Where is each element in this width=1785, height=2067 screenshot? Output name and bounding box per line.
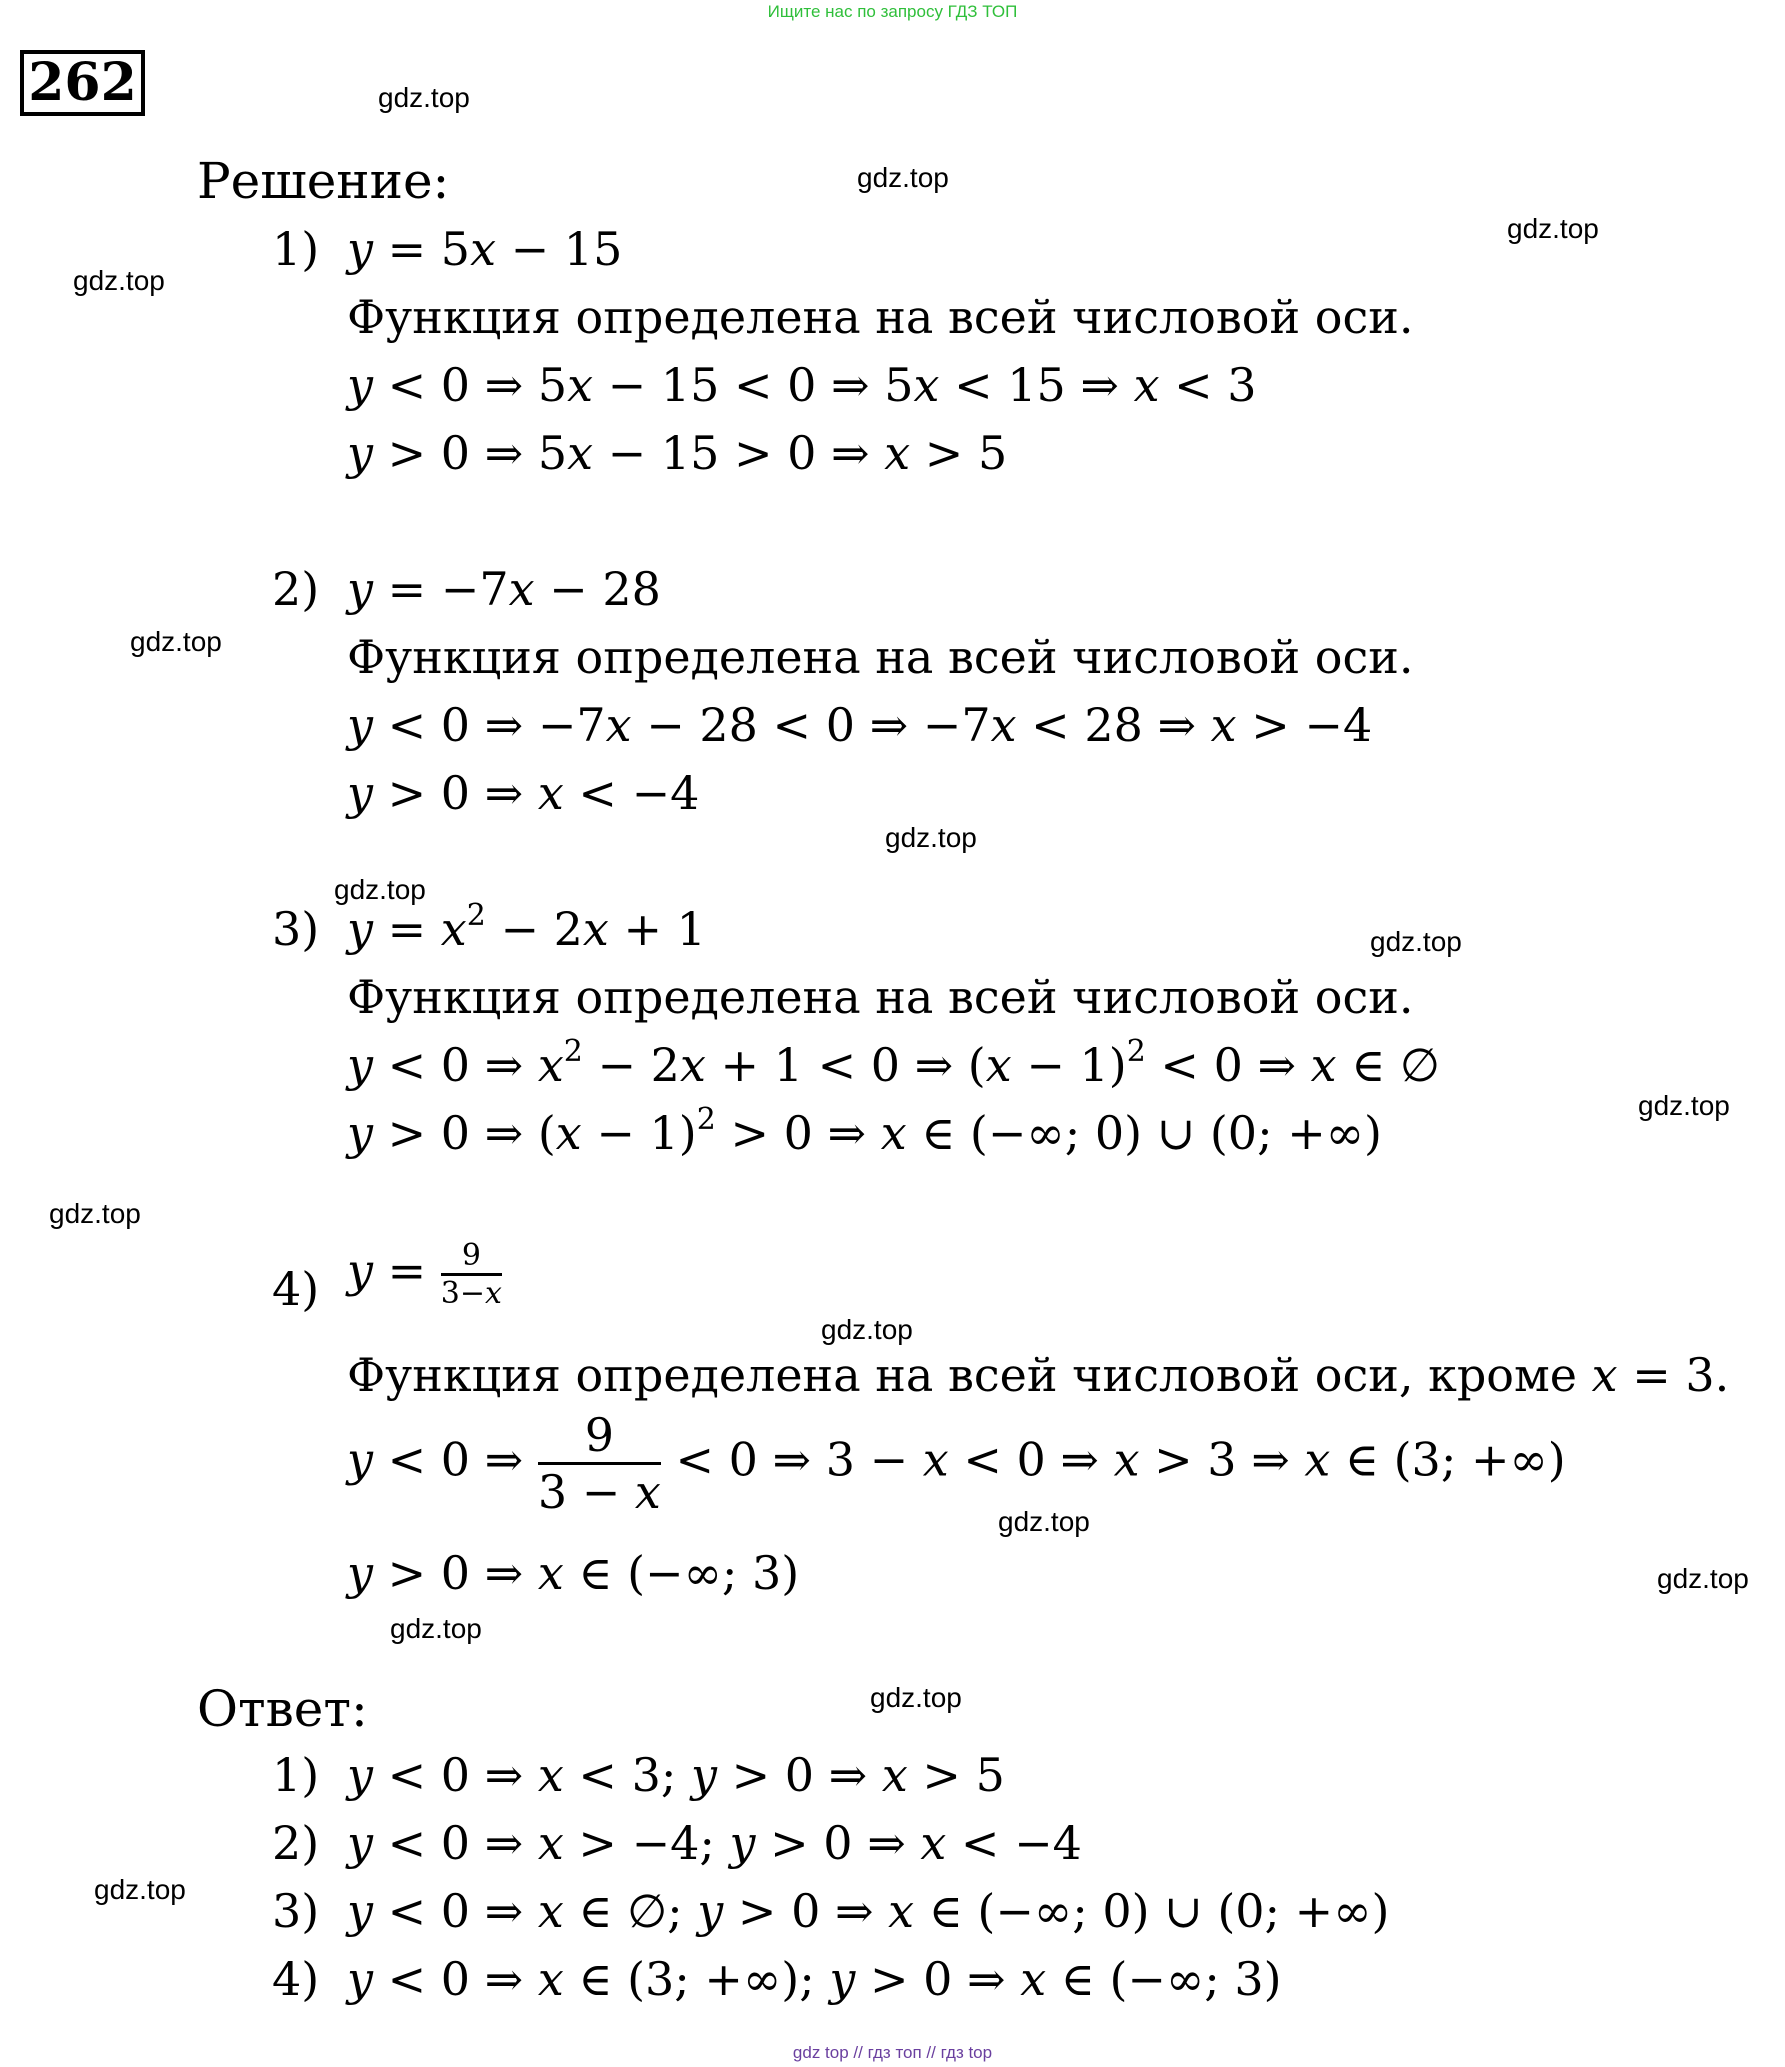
watermark: gdz.top xyxy=(1370,926,1462,957)
watermark: gdz.top xyxy=(49,1198,141,1229)
watermark: gdz.top xyxy=(870,1682,962,1713)
watermark: gdz.top xyxy=(334,874,426,905)
answer-number: 1) xyxy=(272,1748,320,1802)
watermark: gdz.top xyxy=(390,1613,482,1644)
fraction: $\frac{9}{3-x}$ xyxy=(440,1238,502,1311)
answer-line: y < 0 ⇒ x ∈ (3; +∞); y > 0 ⇒ x ∈ (−∞; 3) xyxy=(347,1952,1282,2006)
answer-line: y < 0 ⇒ x ∈ ∅; y > 0 ⇒ x ∈ (−∞; 0) ∪ (0; +∞) xyxy=(347,1884,1390,1938)
formula-line: y < 0 ⇒ 5x − 15 < 0 ⇒ 5x < 15 ⇒ x < 3 xyxy=(347,358,1257,412)
answer-line: y < 0 ⇒ x > −4; y > 0 ⇒ x < −4 xyxy=(347,1816,1082,1870)
watermark: gdz.top xyxy=(857,162,949,193)
watermark: gdz.top xyxy=(130,626,222,657)
watermark: gdz.top xyxy=(998,1506,1090,1537)
top-banner-link[interactable]: Ищите нас по запросу ГДЗ ТОП xyxy=(767,2,1018,21)
answer-number: 2) xyxy=(272,1816,320,1870)
domain-text: Функция определена на всей числовой оси. xyxy=(347,630,1414,684)
solution-heading: Решение: xyxy=(197,152,450,210)
footer-links[interactable]: gdz top // гдз топ // гдз top xyxy=(792,2043,993,2062)
watermark: gdz.top xyxy=(1657,1563,1749,1594)
watermark: gdz.top xyxy=(1507,213,1599,244)
formula-line: y < 0 ⇒ $x^2 - 2x + 1 < 0$ ⇒ $(x - 1)^2 < 0$ ⇒ x ∈ ∅ xyxy=(347,1034,1440,1092)
task-number-badge: 262 xyxy=(20,50,145,116)
formula-line: y = 5x − 15 xyxy=(347,222,623,276)
answer-number: 4) xyxy=(272,1952,320,2006)
watermark: gdz.top xyxy=(378,82,470,113)
answer-line: y < 0 ⇒ x < 3; y > 0 ⇒ x > 5 xyxy=(347,1748,1005,1802)
formula-line: y = −7x − 28 xyxy=(347,562,661,616)
domain-text: Функция определена на всей числовой оси. xyxy=(347,970,1414,1024)
watermark: gdz.top xyxy=(821,1314,913,1345)
item-number: 4) xyxy=(272,1262,320,1316)
formula-line: y > 0 ⇒ x < −4 xyxy=(347,766,700,820)
formula-line: y < 0 ⇒ −7x − 28 < 0 ⇒ −7x < 28 ⇒ x > −4 xyxy=(347,698,1373,752)
formula-line: $y = x^2 - 2x + 1$ xyxy=(347,898,706,956)
watermark: gdz.top xyxy=(885,822,977,853)
formula-line: y = $\frac{9}{3-x}$ xyxy=(347,1238,502,1311)
formula-line: y > 0 ⇒ x ∈ (−∞; 3) xyxy=(347,1546,800,1600)
answer-heading: Ответ: xyxy=(197,1680,368,1738)
fraction: $\frac{9}{3 - x}$ xyxy=(537,1408,661,1519)
formula-line: y > 0 ⇒ $(x - 1)^2 > 0$ ⇒ x ∈ (−∞; 0) ∪ (0; +∞) xyxy=(347,1102,1383,1160)
domain-text-4: Функция определена на всей числовой оси, кроме x = 3. xyxy=(347,1348,1730,1402)
formula-line: y < 0 ⇒ $\frac{9}{3 - x}$ < 0 ⇒ 3 − x < 0 ⇒ x > 3 ⇒ x ∈ (3; +∞) xyxy=(347,1408,1566,1519)
watermark: gdz.top xyxy=(1638,1090,1730,1121)
item-number: 1) xyxy=(272,222,320,276)
item-number: 3) xyxy=(272,902,320,956)
domain-text: Функция определена на всей числовой оси. xyxy=(347,290,1414,344)
watermark: gdz.top xyxy=(73,265,165,296)
answer-number: 3) xyxy=(272,1884,320,1938)
formula-line: y > 0 ⇒ 5x − 15 > 0 ⇒ x > 5 xyxy=(347,426,1008,480)
watermark: gdz.top xyxy=(94,1874,186,1905)
item-number: 2) xyxy=(272,562,320,616)
